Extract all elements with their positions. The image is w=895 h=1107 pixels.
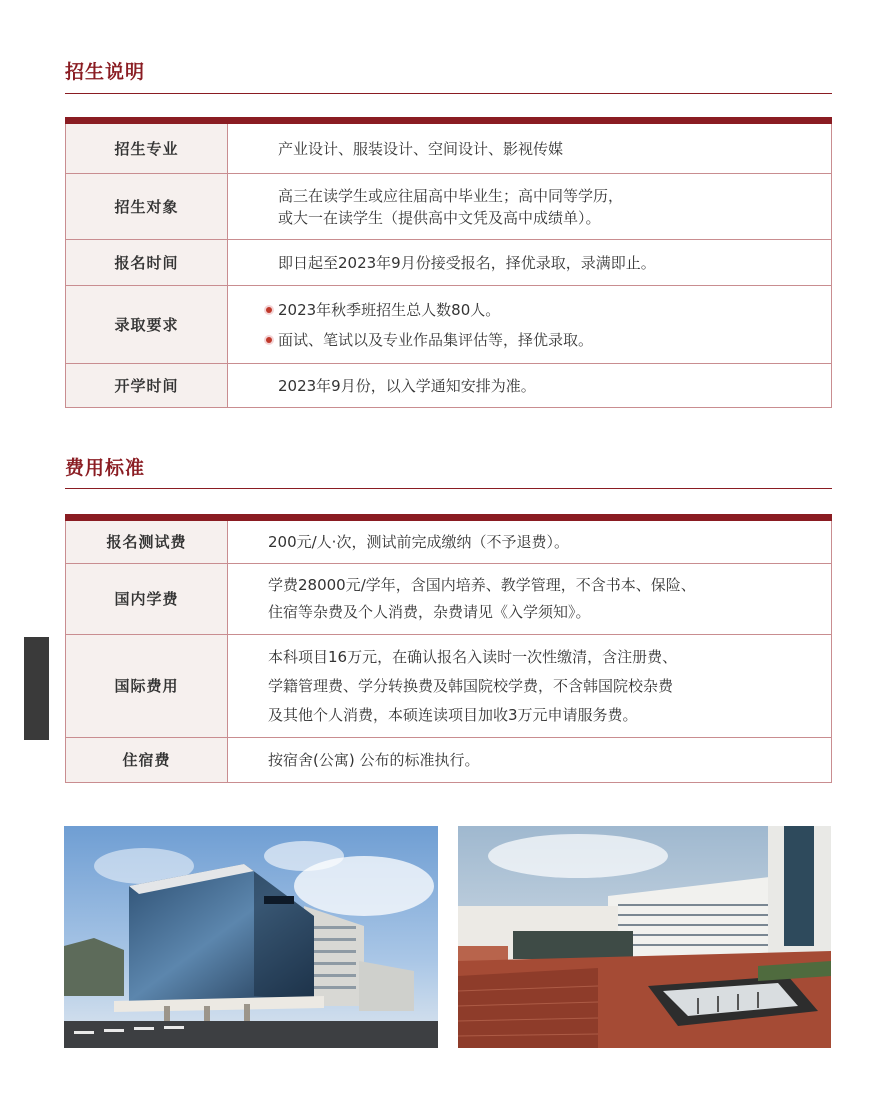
bullet-dot-icon (266, 307, 272, 313)
bullet-dot-icon (266, 337, 272, 343)
row-label: 国际费用 (66, 635, 228, 738)
row-label: 招生对象 (66, 174, 228, 240)
table-row (66, 286, 832, 364)
bullet-item (266, 329, 830, 351)
value-line: 按宿舍(公寓) 公布的标准执行。 (268, 751, 480, 769)
value-line: 高三在读学生或应往届高中毕业生；高中同等学历， (278, 186, 624, 205)
row-value (228, 564, 832, 635)
campus-building-image (64, 826, 438, 1048)
row-value (228, 286, 832, 364)
row-value (228, 518, 832, 564)
table-row (66, 518, 832, 564)
value-line: 及其他个人消费，本硕连读项目加收3万元申请服务费。 (268, 705, 638, 724)
table-row (66, 174, 832, 240)
value-line: 住宿等杂费及个人消费，杂费请见《入学须知》。 (268, 603, 591, 621)
campus-courtyard-image (458, 826, 831, 1048)
fees-section-title: 费用标准 (65, 457, 146, 479)
value-line: 或大一在读学生（提供高中文凭及高中成绩单）。 (278, 208, 601, 227)
row-value (228, 174, 832, 240)
value-line: 200元/人·次，测试前完成缴纳（不予退费）。 (268, 533, 569, 551)
row-value (228, 738, 832, 783)
row-label: 录取要求 (66, 286, 228, 364)
admission-table (65, 117, 832, 408)
campus-building-photo (64, 826, 438, 1048)
fees-title-rule (65, 488, 832, 489)
table-row (66, 635, 832, 738)
table-row (66, 564, 832, 635)
row-value (228, 364, 832, 408)
campus-courtyard-photo (458, 826, 831, 1048)
value-line: 产业设计、服装设计、空间设计、影视传媒 (278, 139, 564, 158)
fees-table (65, 514, 832, 783)
table-row (66, 121, 832, 174)
row-value (228, 635, 832, 738)
table-row (66, 240, 832, 286)
row-label: 招生专业 (66, 121, 228, 174)
row-label: 国内学费 (66, 564, 228, 635)
table-row (66, 364, 832, 408)
row-label: 报名时间 (66, 240, 228, 286)
admission-title-rule (65, 93, 832, 94)
bullet-item (266, 299, 830, 321)
value-line: 2023年9月份，以入学通知安排为准。 (278, 376, 536, 395)
bullet-text: 面试、笔试以及专业作品集评估等，择优录取。 (278, 330, 594, 349)
value-line: 本科项目16万元，在确认报名入读时一次性缴清，含注册费、 (268, 647, 678, 666)
value-line: 学费28000元/学年，含国内培养、教学管理，不含书本、保险、 (268, 576, 696, 594)
row-value (228, 240, 832, 286)
side-page-tab (24, 637, 49, 740)
bullet-text: 2023年秋季班招生总人数80人。 (278, 300, 501, 319)
table-row (66, 738, 832, 783)
row-label: 报名测试费 (66, 518, 228, 564)
admission-section-title: 招生说明 (65, 61, 146, 83)
row-value (228, 121, 832, 174)
value-line: 即日起至2023年9月份接受报名，择优录取，录满即止。 (278, 253, 656, 272)
row-label: 住宿费 (66, 738, 228, 783)
value-line: 学籍管理费、学分转换费及韩国院校学费，不含韩国院校杂费 (268, 676, 674, 695)
row-label: 开学时间 (66, 364, 228, 408)
